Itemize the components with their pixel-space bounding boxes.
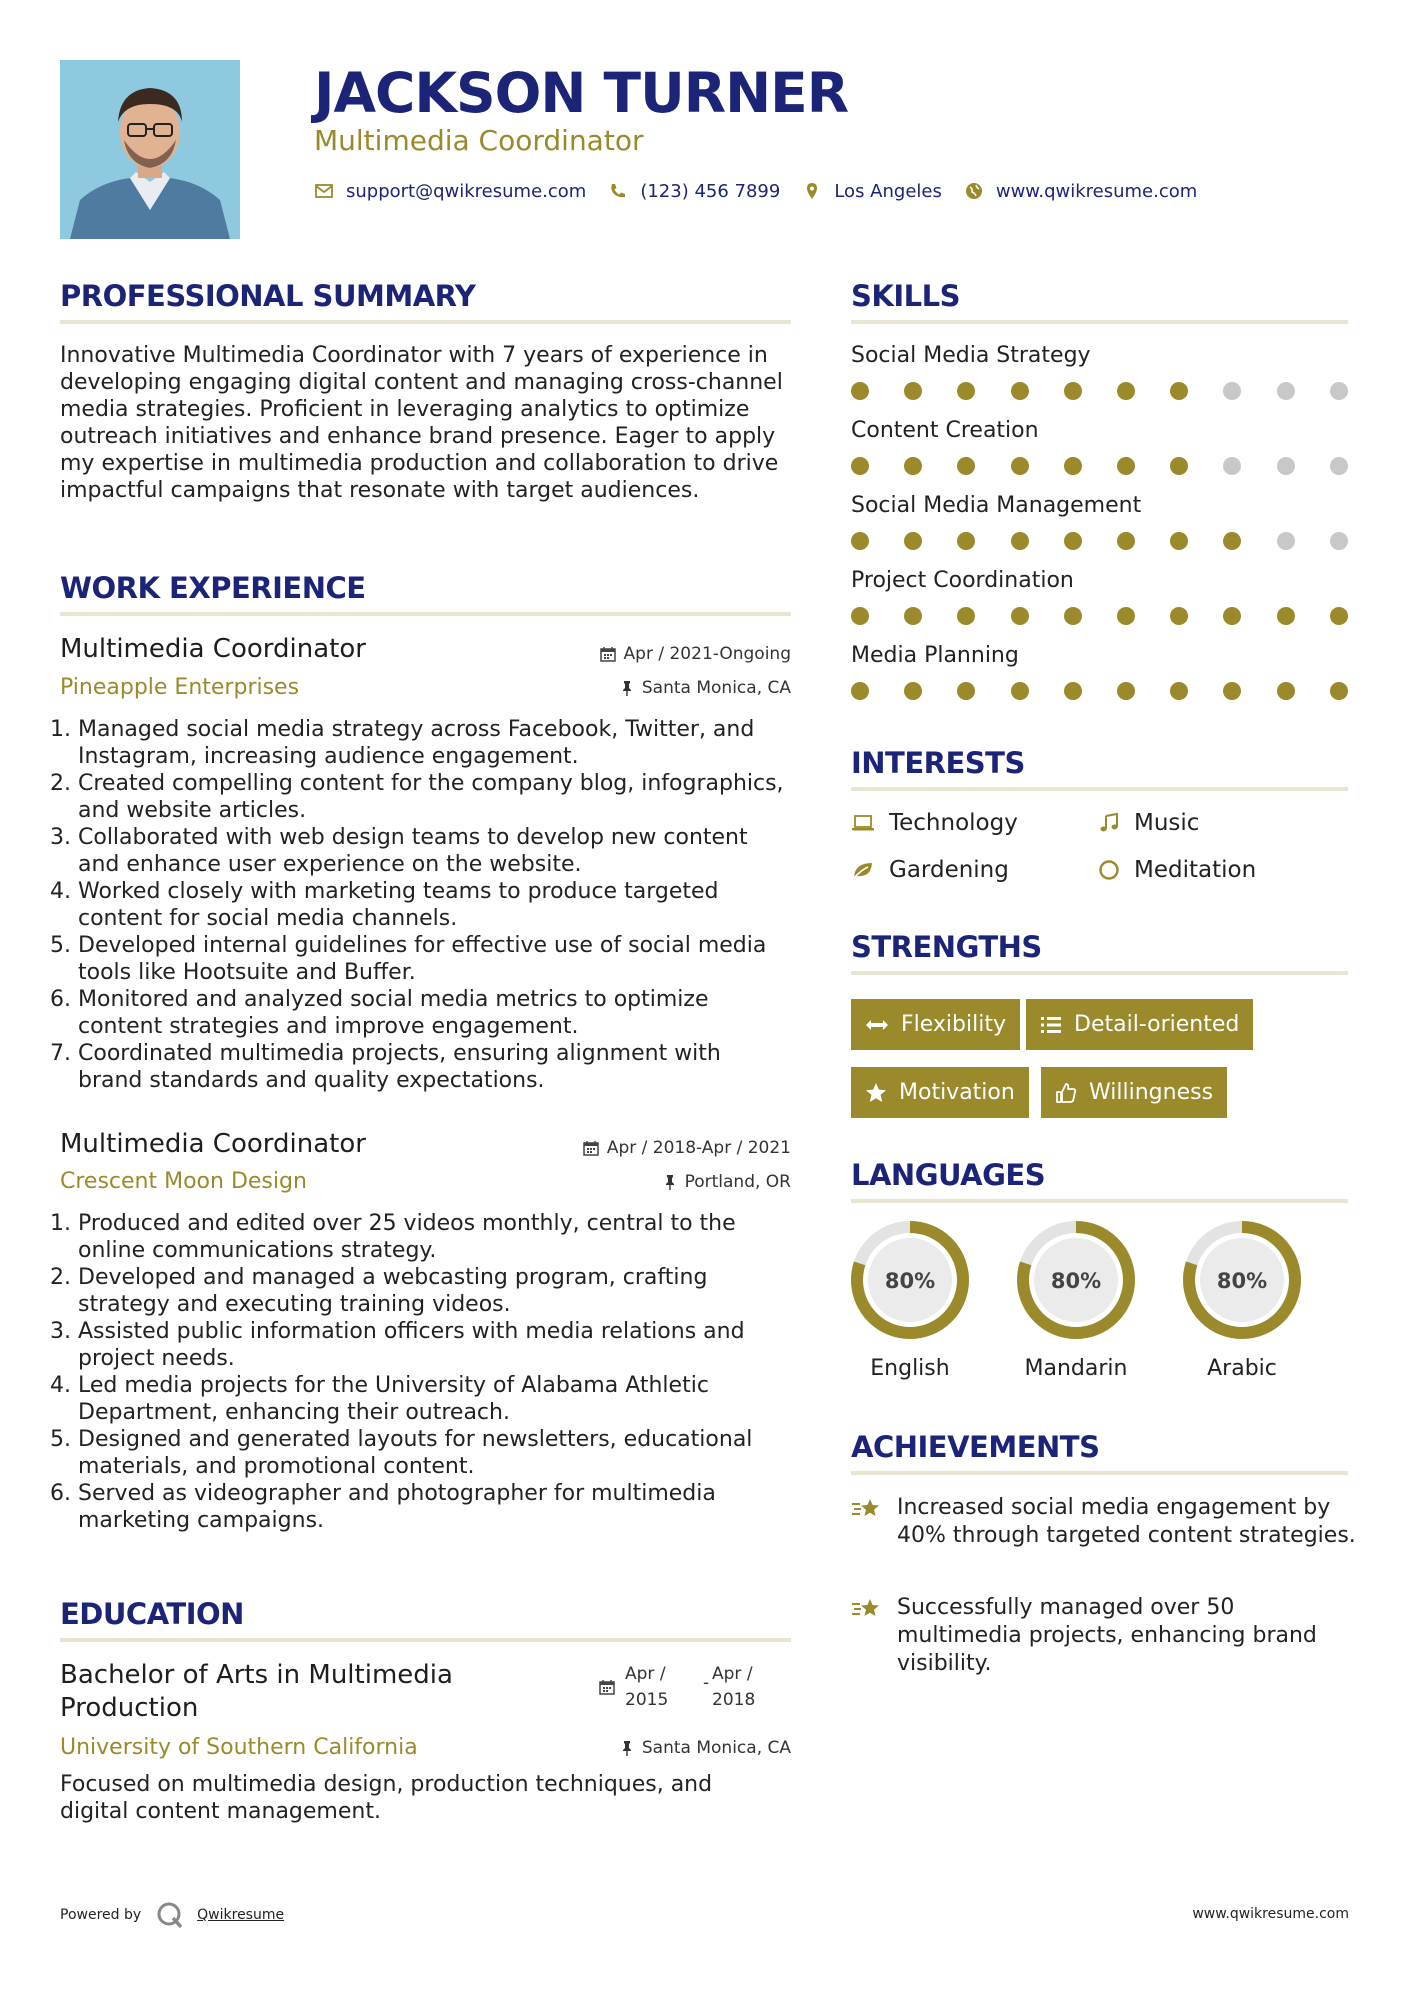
skill-dot-filled xyxy=(1011,382,1029,400)
interest-label: Technology xyxy=(889,810,1018,836)
divider xyxy=(851,971,1348,975)
candidate-name: JACKSON TURNER xyxy=(314,61,849,125)
company-name: Crescent Moon Design xyxy=(60,1169,307,1194)
list-item: 4. Led media projects for the University of Alabama Athletic Department, enhancing their outreach. xyxy=(78,1372,790,1426)
skill-dot-filled xyxy=(1117,682,1135,700)
pushpin-icon xyxy=(620,1740,634,1756)
skill-rating xyxy=(851,681,1351,701)
calendar-icon xyxy=(583,1140,599,1156)
list-item: 1. Produced and edited over 25 videos monthly, central to the online communications strategy. xyxy=(78,1210,790,1264)
languages-heading: LANGUAGES xyxy=(851,1158,1046,1192)
skill-dot-empty xyxy=(1223,457,1241,475)
job-dates-text: Apr / 2021-Ongoing xyxy=(623,644,791,664)
job-dates-text: Apr / 2018-Apr / 2021 xyxy=(606,1138,791,1158)
interests-heading: INTERESTS xyxy=(851,746,1025,780)
skill-name: Project Coordination xyxy=(851,568,1074,593)
education-heading: EDUCATION xyxy=(60,1597,244,1631)
skill-dot-filled xyxy=(904,682,922,700)
skill-dot-filled xyxy=(904,382,922,400)
skill-dot-filled xyxy=(1330,682,1348,700)
job-location-text: Santa Monica, CA xyxy=(641,678,791,698)
skill-name: Media Planning xyxy=(851,643,1019,668)
education-dates xyxy=(599,1661,759,1711)
education-location xyxy=(620,1737,791,1759)
pushpin-icon xyxy=(620,680,634,696)
divider xyxy=(851,1199,1348,1203)
skill-dot-filled xyxy=(904,607,922,625)
strength-tag xyxy=(1026,999,1253,1050)
education-end-date: Apr / 2018 xyxy=(712,1664,756,1710)
achievement-item xyxy=(851,1494,1361,1550)
achievement-text: Successfully managed over 50 multimedia projects, enhancing brand visibility. xyxy=(897,1595,1317,1676)
divider xyxy=(851,787,1348,791)
experience-heading: WORK EXPERIENCE xyxy=(60,571,366,605)
skill-dot-filled xyxy=(1117,457,1135,475)
skill-dot-filled xyxy=(851,532,869,550)
skill-dot-filled xyxy=(957,457,975,475)
strength-tag xyxy=(851,1067,1029,1118)
divider xyxy=(60,320,791,324)
strengths-heading: STRENGTHS xyxy=(851,930,1042,964)
skill-dot-filled xyxy=(1011,682,1029,700)
skill-dot-filled xyxy=(1277,682,1295,700)
achievement-text: Increased social media engagement by 40% through targeted content strategies. xyxy=(897,1495,1356,1548)
skill-rating xyxy=(851,381,1351,401)
skill-dot-filled xyxy=(957,382,975,400)
interest-item xyxy=(1098,856,1256,884)
interest-item xyxy=(1098,809,1199,837)
skill-dot-filled xyxy=(1064,682,1082,700)
skill-dot-filled xyxy=(1117,382,1135,400)
language-name: Mandarin xyxy=(1024,1356,1128,1381)
skill-dot-filled xyxy=(851,607,869,625)
skill-dot-filled xyxy=(1117,532,1135,550)
skill-dot-filled xyxy=(1223,682,1241,700)
skill-name: Social Media Strategy xyxy=(851,343,1091,368)
strength-label: Willingness xyxy=(1089,1080,1214,1105)
list-item: 6. Monitored and analyzed social media metrics to optimize content strategies and improve engagement. xyxy=(78,986,790,1040)
skill-dot-filled xyxy=(904,457,922,475)
list-item: 2. Developed and managed a webcasting program, crafting strategy and executing training videos. xyxy=(78,1264,790,1318)
job-dates xyxy=(600,643,791,665)
language-name: English xyxy=(870,1356,950,1381)
thumbs-up-icon xyxy=(1055,1082,1077,1104)
skill-dot-filled xyxy=(1223,607,1241,625)
website-link[interactable]: www.qwikresume.com xyxy=(995,180,1198,202)
language-gauge xyxy=(848,1218,972,1346)
job-bullets xyxy=(60,716,790,1094)
gauge-percent: 80% xyxy=(1050,1269,1102,1293)
list-item: 5. Developed internal guidelines for effective use of social media tools like Hootsuite and Buffer. xyxy=(78,932,790,986)
skill-dot-filled xyxy=(1223,532,1241,550)
pushpin-icon xyxy=(663,1174,677,1190)
language-gauge xyxy=(1014,1218,1138,1346)
list-item: 4. Worked closely with marketing teams to produce targeted content for social media channels. xyxy=(78,878,790,932)
arrows-horizontal-icon xyxy=(865,1018,889,1032)
skill-dot-filled xyxy=(1170,532,1188,550)
skill-dot-filled xyxy=(1064,532,1082,550)
leaf-icon xyxy=(851,860,875,880)
education-location-text: Santa Monica, CA xyxy=(641,1738,791,1758)
footer-url[interactable]: www.qwikresume.com xyxy=(1192,1906,1349,1922)
candidate-title: Multimedia Coordinator xyxy=(314,124,644,157)
interest-item xyxy=(851,809,1018,837)
qwikresume-logo-icon xyxy=(155,1900,185,1930)
interest-label: Music xyxy=(1134,810,1200,836)
education-start-date: Apr / 2015 xyxy=(625,1664,669,1710)
profile-photo xyxy=(60,60,240,239)
laptop-icon xyxy=(851,814,875,832)
calendar-icon xyxy=(599,1679,615,1695)
shooting-star-icon xyxy=(851,1496,883,1522)
skill-dot-empty xyxy=(1330,532,1348,550)
strength-tag xyxy=(1041,1067,1227,1118)
school-name: University of Southern California xyxy=(60,1735,418,1760)
skill-dot-filled xyxy=(1277,607,1295,625)
job-bullets xyxy=(60,1210,790,1534)
powered-by-text: Powered by xyxy=(60,1907,142,1923)
summary-text: Innovative Multimedia Coordinator with 7 years of experience in developing engaging digital content and managing cross-channel media strategies. Proficient in leveraging analytics to optimize outreach initiatives and enhance brand presence. Eager to apply my expertise in multimedia production and collaboration to drive impactful campaigns that resonate with target audiences. xyxy=(60,343,783,503)
interest-item xyxy=(851,856,1009,884)
list-item: 2. Created compelling content for the company blog, infographics, and website articles. xyxy=(78,770,790,824)
skill-dot-empty xyxy=(1277,457,1295,475)
envelope-icon xyxy=(314,181,334,201)
skills-heading: SKILLS xyxy=(851,279,960,313)
skill-dot-filled xyxy=(1011,607,1029,625)
list-item: 6. Served as videographer and photographer for multimedia marketing campaigns. xyxy=(78,1480,790,1534)
job-location-text: Portland, OR xyxy=(684,1172,791,1192)
shooting-star-icon xyxy=(851,1596,883,1622)
skill-dot-filled xyxy=(957,532,975,550)
divider xyxy=(60,612,791,616)
list-item: 3. Assisted public information officers with media relations and project needs. xyxy=(78,1318,790,1372)
skill-dot-empty xyxy=(1277,532,1295,550)
strength-tag xyxy=(851,999,1020,1050)
strength-label: Detail-oriented xyxy=(1074,1012,1240,1037)
skill-rating xyxy=(851,531,1351,551)
skill-dot-empty xyxy=(1330,457,1348,475)
star-icon xyxy=(865,1082,887,1104)
skill-dot-filled xyxy=(1064,382,1082,400)
strength-label: Flexibility xyxy=(901,1012,1006,1037)
skill-dot-filled xyxy=(1330,607,1348,625)
job-location xyxy=(620,677,791,699)
skill-dot-empty xyxy=(1223,382,1241,400)
skill-dot-filled xyxy=(851,382,869,400)
skill-dot-empty xyxy=(1330,382,1348,400)
divider xyxy=(60,1638,791,1642)
map-pin-icon xyxy=(802,181,822,201)
location-text: Los Angeles xyxy=(834,180,942,202)
circle-icon xyxy=(1098,859,1120,881)
degree-title: Bachelor of Arts in Multimedia Production xyxy=(60,1660,453,1723)
skill-dot-filled xyxy=(1170,682,1188,700)
list-item: 7. Coordinated multimedia projects, ensuring alignment with brand standards and quality expectations. xyxy=(78,1040,790,1094)
phone-text: (123) 456 7899 xyxy=(640,180,781,202)
divider xyxy=(851,1471,1348,1475)
skill-dot-filled xyxy=(1064,607,1082,625)
education-description: Focused on multimedia design, production techniques, and digital content management. xyxy=(60,1772,713,1824)
language-name: Arabic xyxy=(1207,1356,1277,1381)
skill-rating xyxy=(851,606,1351,626)
strength-label: Motivation xyxy=(899,1080,1015,1105)
music-note-icon xyxy=(1098,812,1120,834)
skill-dot-filled xyxy=(1170,382,1188,400)
gauge-percent: 80% xyxy=(884,1269,936,1293)
skill-dot-filled xyxy=(1170,457,1188,475)
skill-dot-filled xyxy=(904,532,922,550)
skill-dot-filled xyxy=(1064,457,1082,475)
achievement-item xyxy=(851,1594,1361,1678)
skill-name: Social Media Management xyxy=(851,493,1142,518)
date-separator: - xyxy=(703,1673,710,1693)
divider xyxy=(851,320,1348,324)
company-name: Pineapple Enterprises xyxy=(60,675,300,700)
email-link[interactable]: support@qwikresume.com xyxy=(346,180,587,202)
job-title: Multimedia Coordinator xyxy=(60,634,366,664)
skill-dot-filled xyxy=(851,682,869,700)
skill-dot-filled xyxy=(1170,607,1188,625)
skill-dot-filled xyxy=(851,457,869,475)
list-item: 1. Managed social media strategy across Facebook, Twitter, and Instagram, increasing audience engagement. xyxy=(78,716,790,770)
globe-icon xyxy=(964,181,984,201)
skill-dot-filled xyxy=(1011,532,1029,550)
summary-heading: PROFESSIONAL SUMMARY xyxy=(60,279,476,313)
skill-dot-empty xyxy=(1277,382,1295,400)
skill-dot-filled xyxy=(957,607,975,625)
skill-rating xyxy=(851,456,1351,476)
skill-dot-filled xyxy=(1011,457,1029,475)
gauge-percent: 80% xyxy=(1216,1269,1268,1293)
contact-bar xyxy=(314,176,1219,206)
skill-dot-filled xyxy=(1117,607,1135,625)
job-dates xyxy=(583,1137,791,1159)
list-icon xyxy=(1040,1016,1062,1034)
interest-label: Meditation xyxy=(1134,857,1257,883)
qwikresume-link[interactable]: Qwikresume xyxy=(197,1907,285,1923)
calendar-icon xyxy=(600,646,616,662)
skill-dot-filled xyxy=(957,682,975,700)
list-item: 3. Collaborated with web design teams to develop new content and enhance user experience on the website. xyxy=(78,824,790,878)
footer-powered-by xyxy=(60,1900,284,1930)
skill-name: Content Creation xyxy=(851,418,1039,443)
interest-label: Gardening xyxy=(889,857,1009,883)
job-title: Multimedia Coordinator xyxy=(60,1129,366,1159)
achievements-heading: ACHIEVEMENTS xyxy=(851,1430,1100,1464)
list-item: 5. Designed and generated layouts for newsletters, educational materials, and promotional content. xyxy=(78,1426,790,1480)
phone-icon xyxy=(608,181,628,201)
job-location xyxy=(663,1171,791,1193)
language-gauge xyxy=(1180,1218,1304,1346)
